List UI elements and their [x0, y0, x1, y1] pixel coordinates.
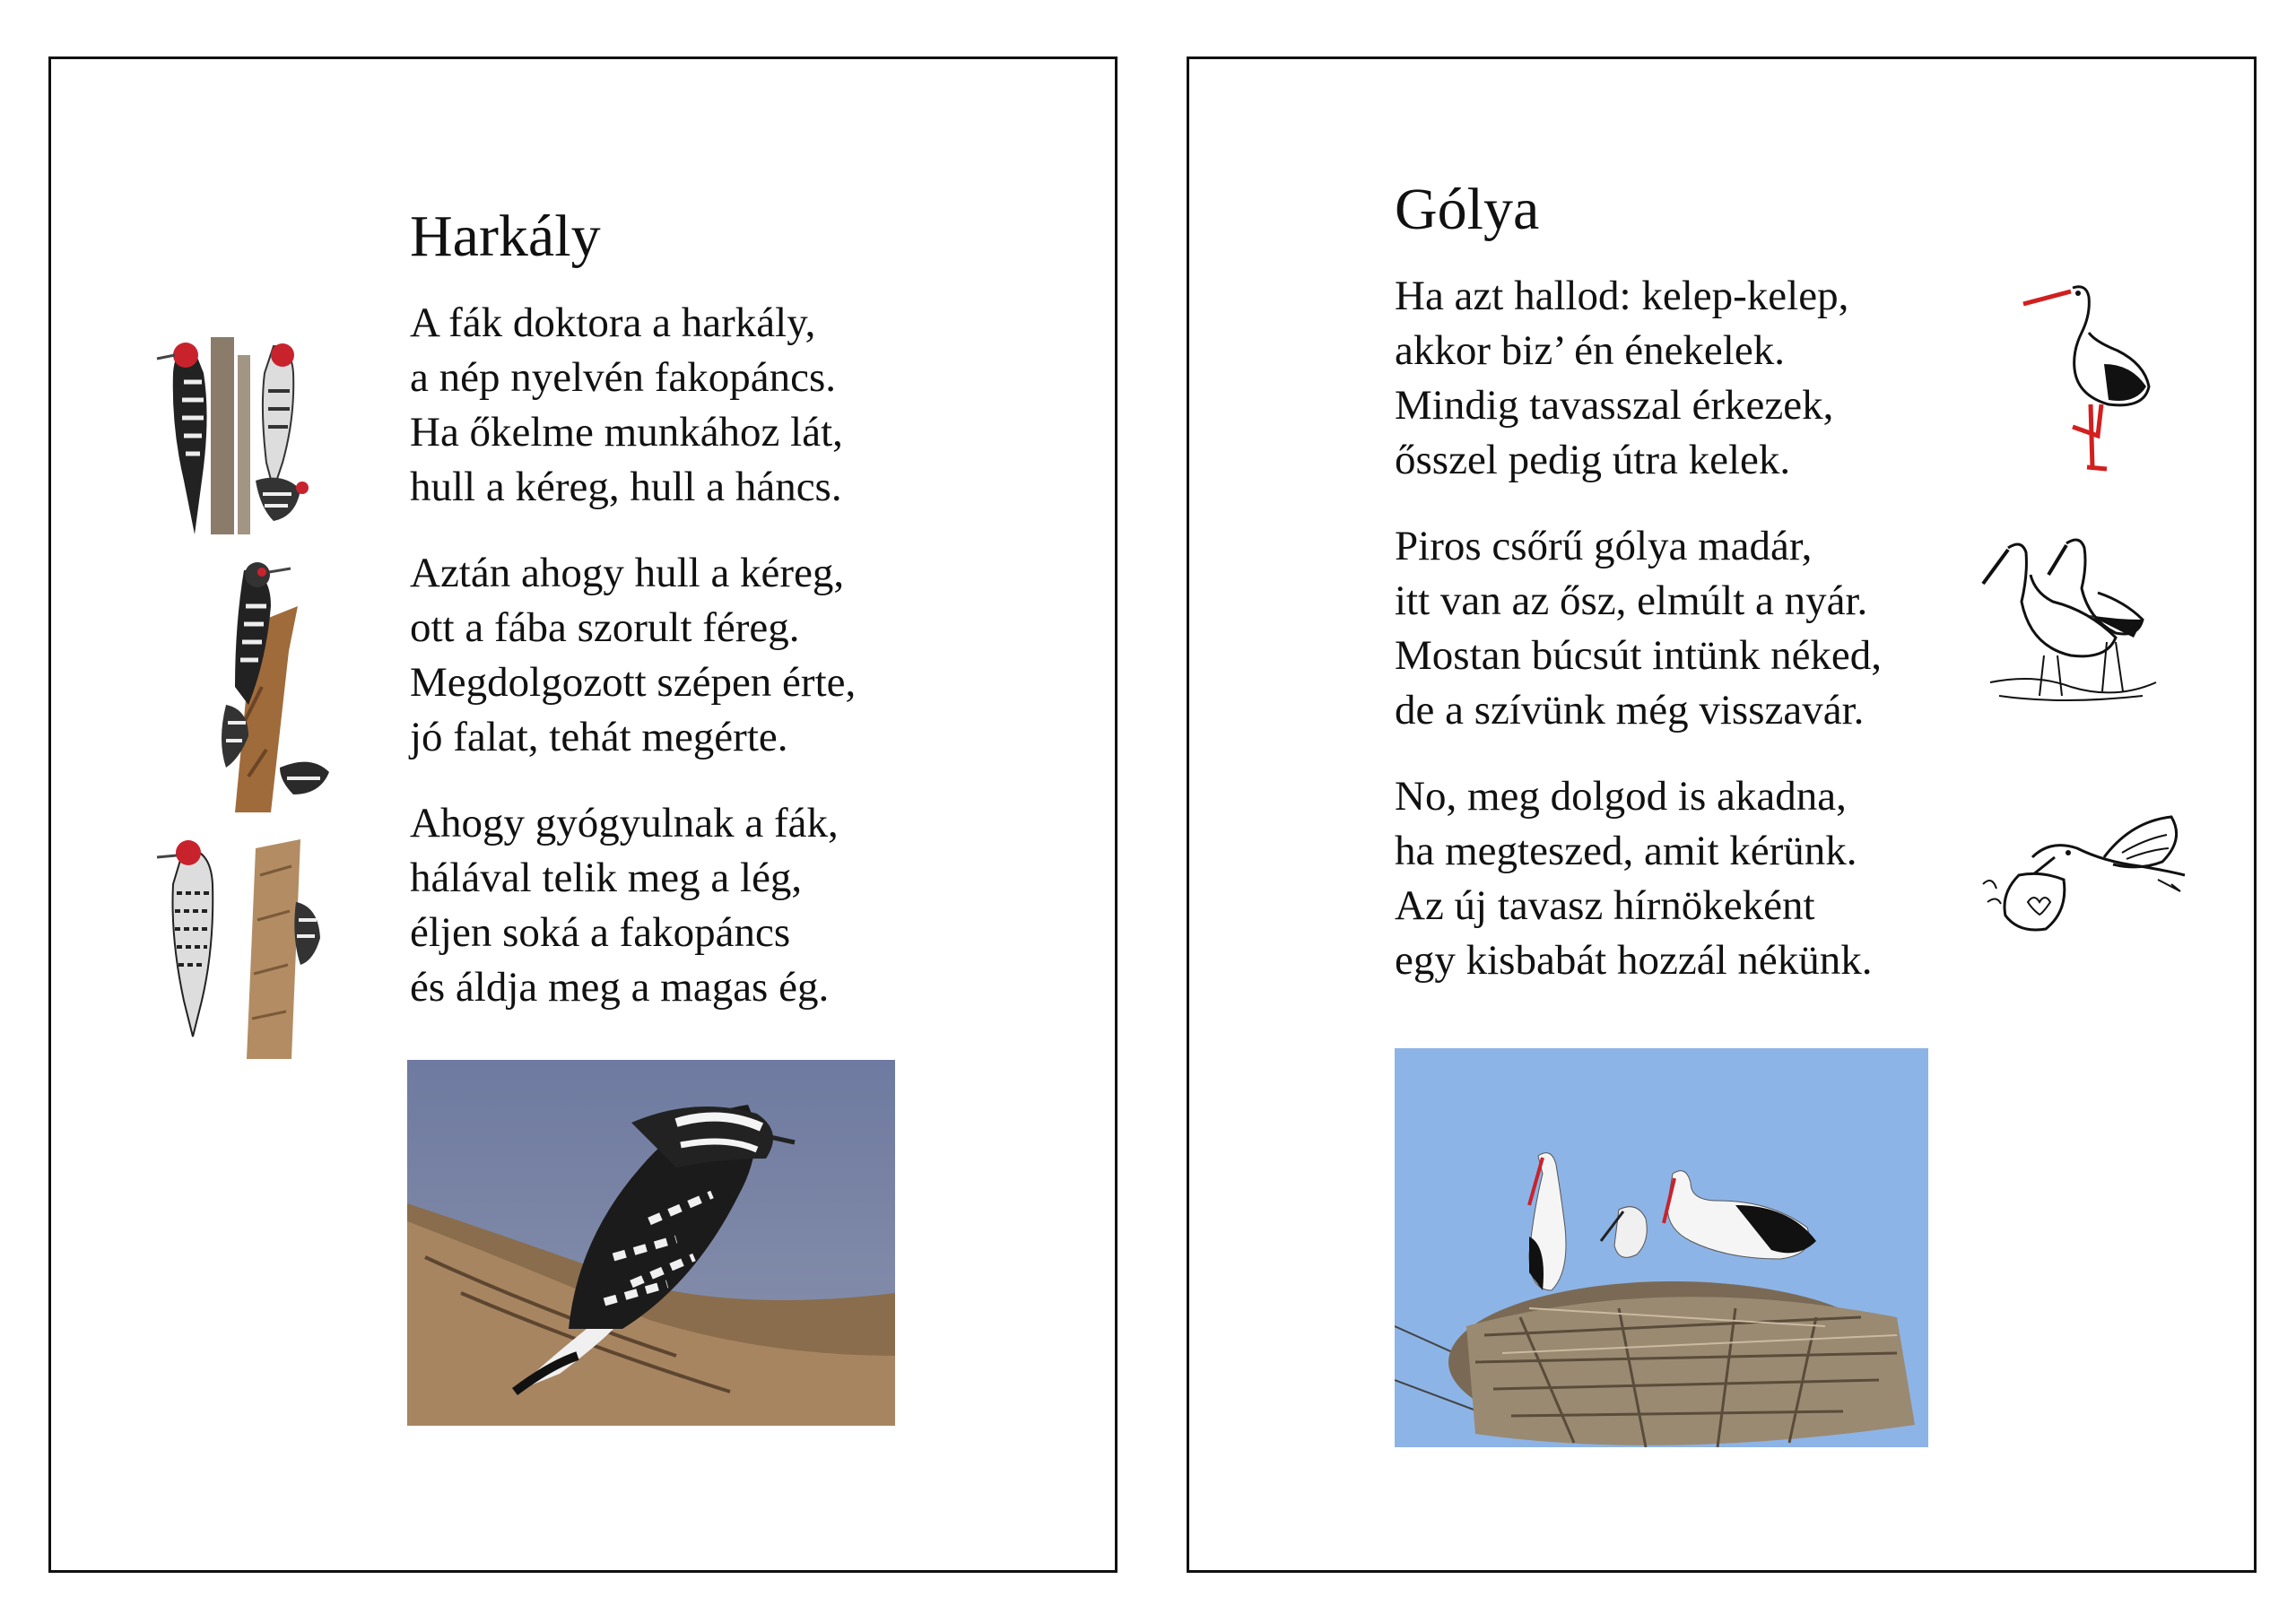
poem-line: A fák doktora a harkály, — [410, 299, 816, 346]
stanza-3 — [1395, 769, 1873, 988]
poem-line: Megdolgozott szépen érte, — [410, 659, 857, 706]
poem-line: Ha azt hallod: kelep-kelep, — [1395, 273, 1849, 319]
poem-card-harkaly — [48, 56, 1118, 1573]
poem-line: itt van az ősz, elmúlt a nyár. — [1395, 577, 1868, 624]
poem-line: Mostan búcsút intünk néked, — [1395, 632, 1883, 679]
poem-line: ha megteszed, amit kérünk. — [1395, 828, 1857, 874]
poem-line: egy kisbabát hozzál nékünk. — [1395, 937, 1873, 984]
standing-stork-drawing — [2019, 279, 2153, 472]
stanza-3 — [410, 796, 839, 1015]
poem-card-golya — [1187, 56, 2257, 1573]
poem-line: Ha őkelme munkához lát, — [410, 409, 843, 456]
poem-title: Harkály — [410, 204, 601, 269]
poem-line: akkor biz’ én énekelek. — [1395, 327, 1785, 374]
storks-in-nest-photo — [1395, 1048, 1928, 1447]
poem-line: és áldja meg a magas ég. — [410, 964, 830, 1011]
poem-line: No, meg dolgod is akadna, — [1395, 773, 1847, 820]
two-storks-sketch — [1981, 530, 2161, 709]
stanza-1 — [410, 296, 843, 515]
poem-line: jó falat, tehát megérte. — [410, 714, 788, 760]
poem-line: ősszel pedig útra kelek. — [1395, 437, 1791, 483]
stanza-1 — [1395, 269, 1848, 488]
woodpecker-duo-illustration — [148, 821, 327, 1063]
poem-line: Piros csőrű gólya madár, — [1395, 523, 1813, 569]
woodpecker-pair-illustration — [148, 328, 318, 543]
poem-line: hálával telik meg a lég, — [410, 855, 803, 901]
poem-line: Az új tavasz hírnökeként — [1395, 882, 1815, 929]
poem-line: éljen soká a fakopáncs — [410, 909, 791, 956]
woodpecker-on-branch-photo — [407, 1060, 895, 1426]
poem-line: hull a kéreg, hull a háncs. — [410, 464, 842, 510]
stork-carrying-baby-drawing — [1979, 812, 2194, 942]
poem-line: ott a fába szorult féreg. — [410, 604, 800, 651]
poem-line: Aztán ahogy hull a kéreg, — [410, 550, 845, 596]
poem-title: Gólya — [1395, 177, 1540, 242]
stanza-2 — [410, 546, 856, 765]
poem-line: Mindig tavasszal érkezek, — [1395, 382, 1834, 429]
poem-line: Ahogy gyógyulnak a fák, — [410, 800, 839, 846]
poem-line: a nép nyelvén fakopáncs. — [410, 354, 837, 401]
poem-line: de a szívünk még visszavár. — [1395, 687, 1865, 733]
woodpecker-trio-illustration — [172, 552, 334, 821]
stanza-2 — [1395, 519, 1882, 738]
